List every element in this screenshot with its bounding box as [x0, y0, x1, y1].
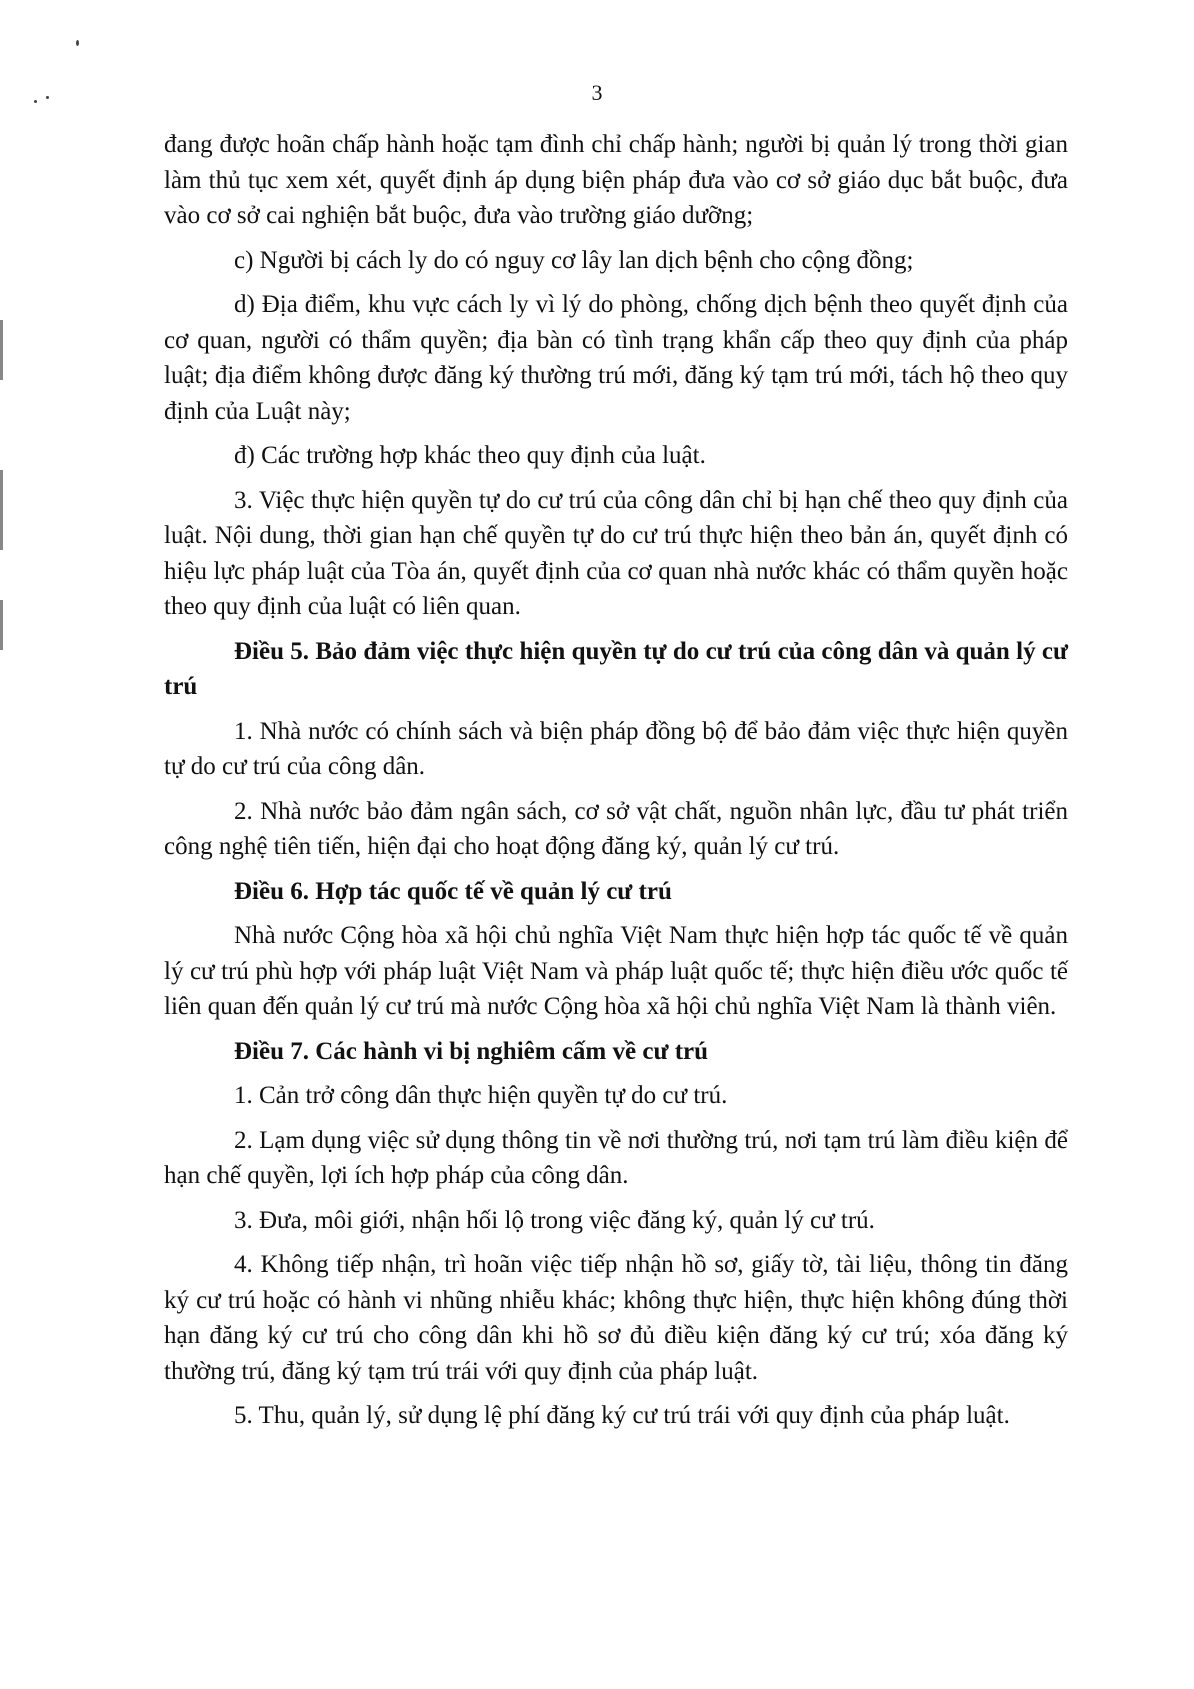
- article-7-clause-2: 2. Lạm dụng việc sử dụng thông tin về nơi thường trú, nơi tạm trú làm điều kiện để hạn chế quyền, lợi ích hợp pháp của công dân.: [164, 1126, 1068, 1189]
- paragraph-continuation: đang được hoãn chấp hành hoặc tạm đình chỉ chấp hành; người bị quản lý trong thời gian làm thủ tục xem xét, quyết định áp dụng biện pháp đưa vào cơ sở giáo dục bắt buộc, đưa vào cơ sở cai nghiện bắt buộc, đưa vào trường giáo dưỡng;: [164, 131, 1068, 229]
- scan-edge-mark: [0, 600, 3, 650]
- scan-edge-mark: [0, 470, 3, 550]
- article-5-clause-1: 1. Nhà nước có chính sách và biện pháp đồng bộ để bảo đảm việc thực hiện quyền tự do cư trú của công dân.: [164, 717, 1068, 780]
- article-7-clause-1: 1. Cản trở công dân thực hiện quyền tự do cư trú.: [234, 1082, 728, 1109]
- article-7-heading: Điều 7. Các hành vi bị nghiêm cấm về cư trú: [234, 1037, 709, 1065]
- clause-dd: đ) Các trường hợp khác theo quy định của luật.: [234, 442, 706, 469]
- scan-speck: [76, 40, 79, 46]
- clause-3: 3. Việc thực hiện quyền tự do cư trú của công dân chỉ bị hạn chế theo quy định của luật. Nội dung, thời gian hạn chế quyền tự do cư trú thực hiện theo bản án, quyết định có hiệu lực pháp luật của Tòa án, quyết định của cơ quan nhà nước khác có thẩm quyền hoặc theo quy định của luật có liên quan.: [164, 486, 1068, 620]
- scan-edge-mark: [0, 320, 3, 380]
- clause-d: d) Địa điểm, khu vực cách ly vì lý do phòng, chống dịch bệnh theo quyết định của cơ quan, người có thẩm quyền; địa bàn có tình trạng khẩn cấp theo quy định của pháp luật; địa điểm không được đăng ký thường trú mới, đăng ký tạm trú mới, tách hộ theo quy định của Luật này;: [164, 291, 1068, 425]
- article-7-clause-3: 3. Đưa, môi giới, nhận hối lộ trong việc đăng ký, quản lý cư trú.: [234, 1206, 875, 1234]
- clause-c: c) Người bị cách ly do có nguy cơ lây lan dịch bệnh cho cộng đồng;: [234, 246, 914, 274]
- article-6-body: Nhà nước Cộng hòa xã hội chủ nghĩa Việt Nam thực hiện hợp tác quốc tế về quản lý cư trú phù hợp với pháp luật Việt Nam và pháp luật quốc tế; thực hiện điều ước quốc tế liên quan đến quản lý cư trú mà nước Cộng hòa xã hội chủ nghĩa Việt Nam là thành viên.: [164, 922, 1068, 1020]
- document-body: [164, 127, 1068, 1434]
- article-7-clause-4: 4. Không tiếp nhận, trì hoãn việc tiếp nhận hồ sơ, giấy tờ, tài liệu, thông tin đăng ký cư trú hoặc có hành vi nhũng nhiễu khác; không thực hiện, thực hiện không đúng thời hạn đăng ký cư trú cho công dân khi hồ sơ đủ điều kiện đăng ký cư trú; xóa đăng ký thường trú, đăng ký tạm trú trái với quy định của pháp luật.: [164, 1251, 1068, 1385]
- article-5-heading: Điều 5. Bảo đảm việc thực hiện quyền tự do cư trú của công dân và quản lý cư trú: [164, 637, 1068, 700]
- article-7-clause-5: 5. Thu, quản lý, sử dụng lệ phí đăng ký cư trú trái với quy định của pháp luật.: [234, 1402, 1010, 1429]
- article-5-clause-2: 2. Nhà nước bảo đảm ngân sách, cơ sở vật chất, nguồn nhân lực, đầu tư phát triển công nghệ tiên tiến, hiện đại cho hoạt động đăng ký, quản lý cư trú.: [164, 797, 1068, 860]
- article-6-heading: Điều 6. Hợp tác quốc tế về quản lý cư trú: [234, 877, 672, 905]
- page-number: 3: [591, 80, 603, 105]
